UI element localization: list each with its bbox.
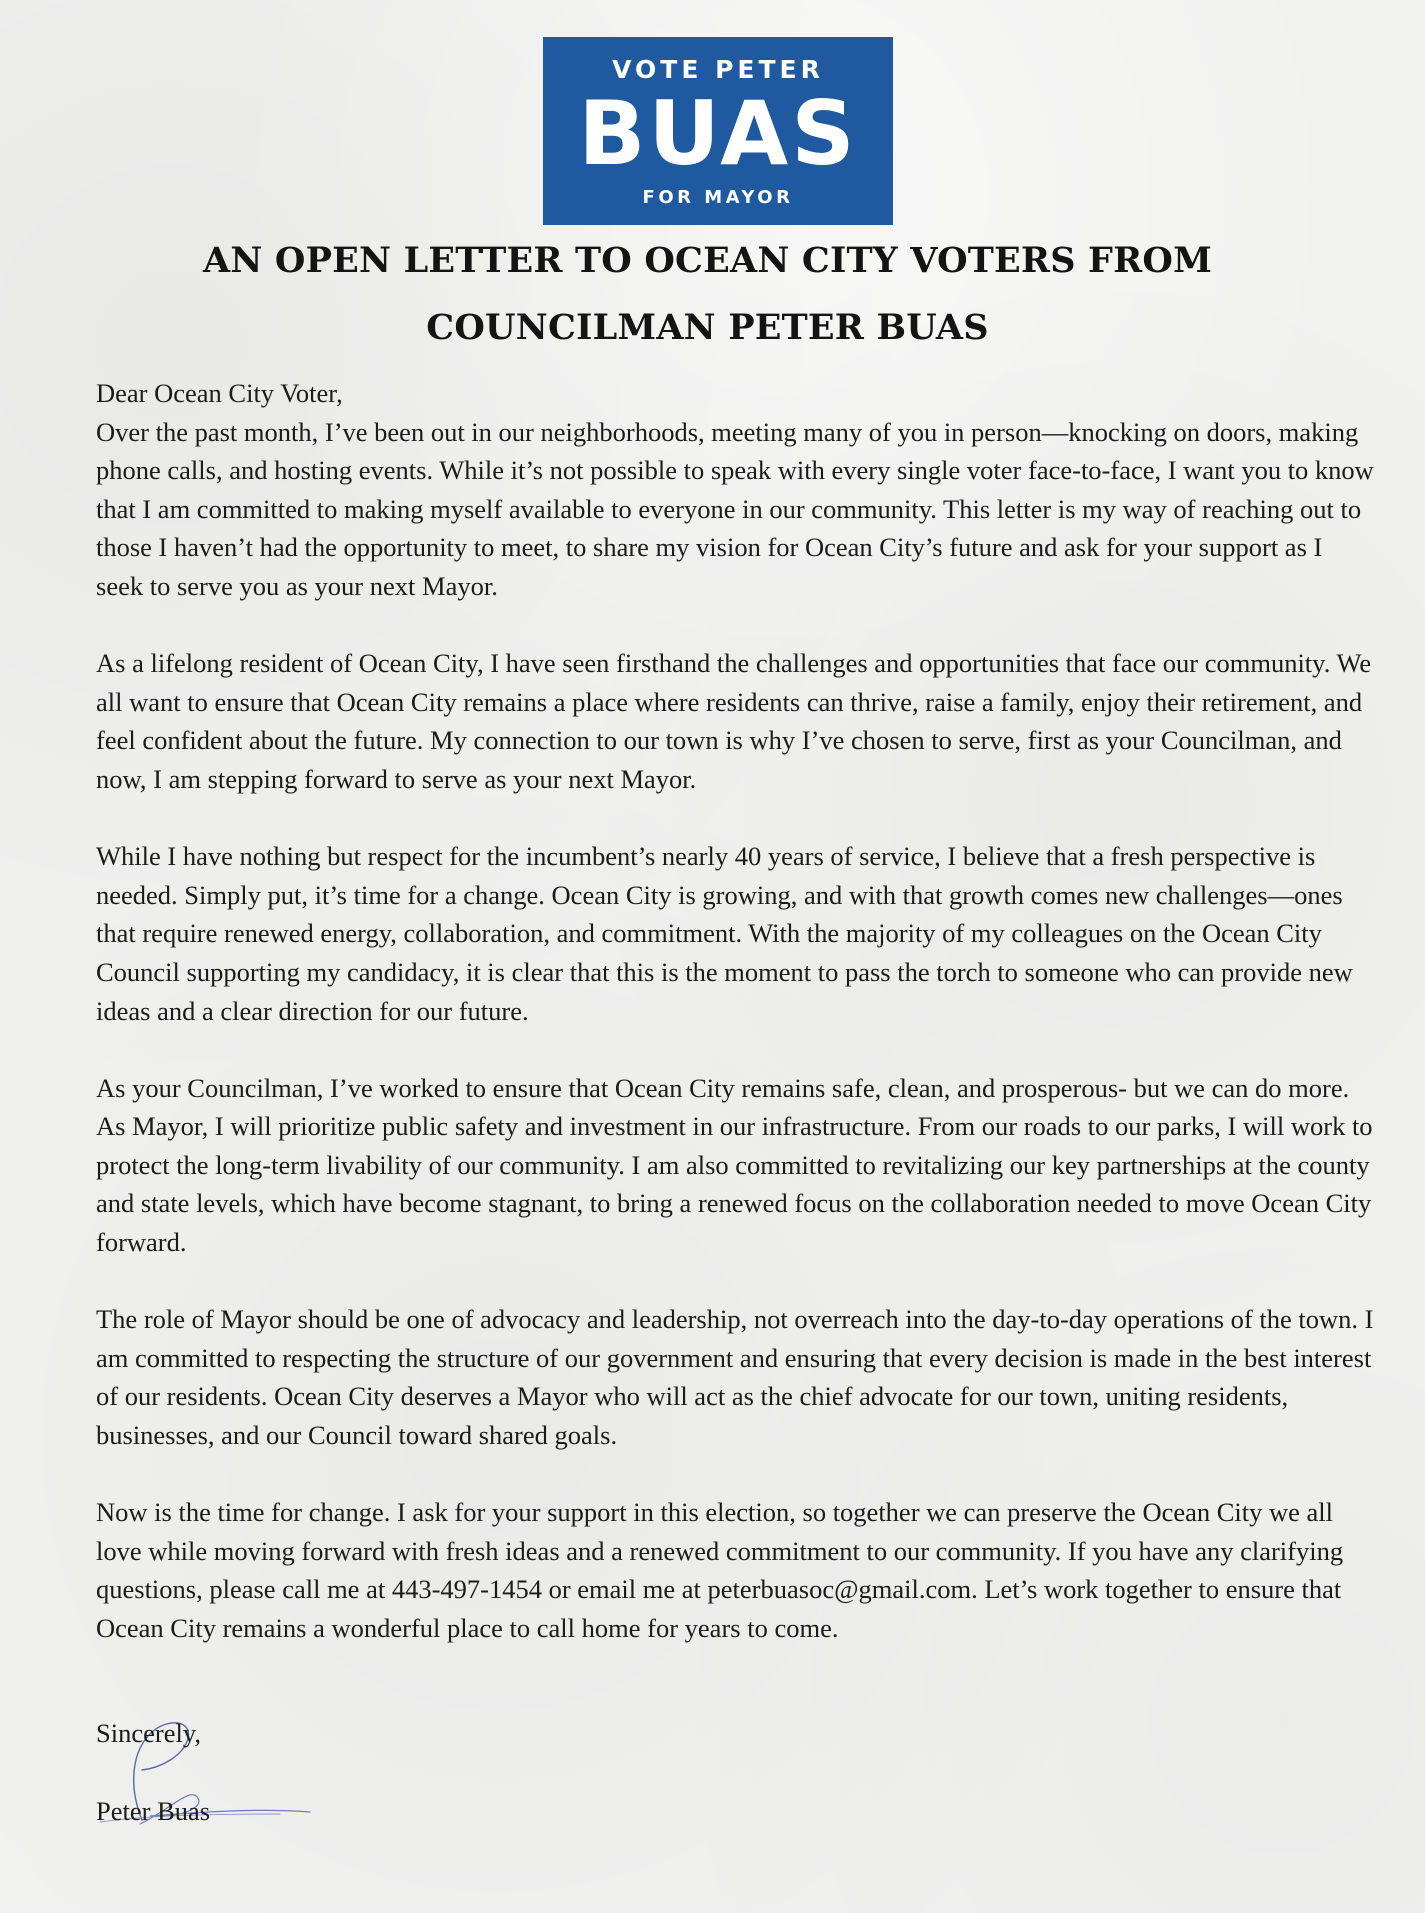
- signer-name: Peter Buas: [96, 1796, 211, 1826]
- closing: Sincerely,: [96, 1718, 201, 1748]
- paragraph-3: While I have nothing but respect for the incumbent’s nearly 40 years of service, I believe that a fresh perspective is needed. Simply put, it’s time for a change. Ocean City is growing, and with that growth comes new challenges—ones that require renewed energy, collaboration, and commitment. With the majority of my colleagues on the Ocean City Council supporting my candidacy, it is clear that this is the moment to pass the torch to someone who can provide new ideas and a clear direction for our future.: [96, 841, 1353, 1026]
- salutation: Dear Ocean City Voter,: [96, 378, 343, 408]
- logo-top-line: VOTE PETER: [612, 55, 824, 84]
- letter-title-line-2: COUNCILMAN PETER BUAS: [426, 307, 989, 348]
- letter-body: [96, 374, 1376, 1648]
- paragraph-1: Over the past month, I’ve been out in our neighborhoods, meeting many of you in person—knocking on doors, making phone calls, and hosting events. While it’s not possible to speak with every single voter face-to-face, I want you to know that I am committed to making myself available to everyone in our community. This letter is my way of reaching out to those I haven’t had the opportunity to meet, to share my vision for Ocean City’s future and ask for your support as I seek to serve you as your next Mayor.: [96, 416, 1374, 601]
- paragraph-6: Now is the time for change. I ask for your support in this election, so together we can preserve the Ocean City we all love while moving forward with fresh ideas and a renewed commitment to our community. If you have any clarifying questions, please call me at 443-497-1454 or email me at peterbuasoc@gmail.com. Let’s work together to ensure that Ocean City remains a wonderful place to call home for years to come.: [96, 1497, 1344, 1643]
- logo-bottom-line: FOR MAYOR: [642, 187, 794, 208]
- paragraph-5: The role of Mayor should be one of advocacy and leadership, not overreach into the day-to-day operations of the town. I am committed to respecting the structure of our government and ensuring that every decision is made in the best interest of our residents. Ocean City deserves a Mayor who will act as the chief advocate for our town, uniting residents, businesses, and our Council toward shared goals.: [96, 1304, 1374, 1451]
- paragraph-4: As your Councilman, I’ve worked to ensure that Ocean City remains safe, clean, and prosperous- but we can do more. As Mayor, I will prioritize public safety and investment in our infrastructure. From our roads to our parks, I will work to protect the long-term livability of our community. I am also committed to revitalizing our key partnerships at the county and state levels, which have become stagnant, to bring a renewed focus on the collaboration needed to move Ocean City forward.: [96, 1072, 1373, 1258]
- campaign-logo: [543, 37, 893, 225]
- paragraph-2: As a lifelong resident of Ocean City, I have seen firsthand the challenges and opportunities that face our community. We all want to ensure that Ocean City remains a place where residents can thrive, raise a family, enjoy their retirement, and feel confident about the future. My connection to our town is why I’ve chosen to serve, first as your Councilman, and now, I am stepping forward to serve as your next Mayor.: [96, 648, 1372, 794]
- logo-name: BUAS: [578, 82, 858, 185]
- letter-title-line-1: AN OPEN LETTER TO OCEAN CITY VOTERS FROM: [202, 240, 1213, 281]
